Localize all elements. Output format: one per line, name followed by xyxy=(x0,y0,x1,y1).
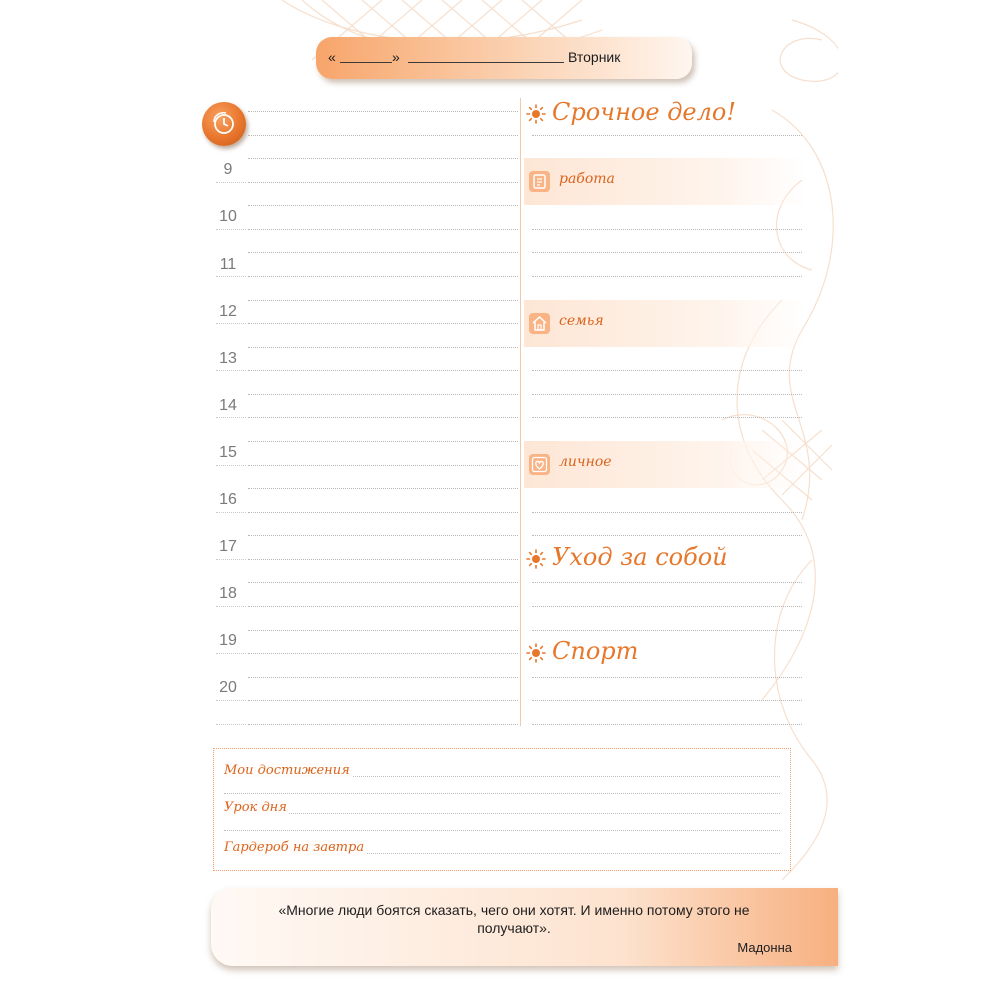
wardrobe-label: Гардероб на завтра xyxy=(224,840,365,855)
schedule-line[interactable] xyxy=(248,323,518,324)
hour-label: 13 xyxy=(219,350,237,367)
sun-icon xyxy=(526,643,546,663)
schedule-line[interactable] xyxy=(248,347,518,348)
task-line[interactable] xyxy=(532,630,802,631)
schedule-line[interactable] xyxy=(248,677,518,678)
column-divider xyxy=(520,98,521,726)
family-label: семья xyxy=(559,313,604,329)
family-band xyxy=(524,300,806,347)
hour-underline xyxy=(216,724,246,725)
note-line xyxy=(224,813,780,814)
house-icon xyxy=(529,313,550,334)
day-field[interactable] xyxy=(340,62,392,63)
schedule-line[interactable] xyxy=(248,512,518,513)
task-line[interactable] xyxy=(532,582,802,583)
hour-underline xyxy=(216,606,246,607)
task-line[interactable] xyxy=(532,252,802,253)
schedule-line[interactable] xyxy=(248,700,518,701)
sport-title: Спорт xyxy=(552,637,639,665)
hour-underline xyxy=(216,700,246,701)
hour-label: 11 xyxy=(219,256,237,273)
schedule-line[interactable] xyxy=(248,111,518,112)
task-line[interactable] xyxy=(532,135,802,136)
schedule-line[interactable] xyxy=(248,441,518,442)
schedule-line[interactable] xyxy=(248,630,518,631)
hour-underline xyxy=(216,512,246,513)
schedule-line[interactable] xyxy=(248,229,518,230)
schedule-line[interactable] xyxy=(248,582,518,583)
hour-label: 17 xyxy=(219,538,237,555)
sun-icon xyxy=(526,104,546,124)
task-line[interactable] xyxy=(532,276,802,277)
schedule-line[interactable] xyxy=(248,535,518,536)
personal-label: личное xyxy=(559,454,612,470)
clock-icon xyxy=(202,102,246,146)
task-line[interactable] xyxy=(532,535,802,536)
hour-underline xyxy=(216,465,246,466)
hour-label: 15 xyxy=(219,444,237,461)
note-line[interactable] xyxy=(224,793,780,794)
hour-label: 10 xyxy=(219,208,237,225)
schedule-line[interactable] xyxy=(248,158,518,159)
quote-text: «Многие люди боятся сказать, чего они хотят. И именно потому этого не получают». xyxy=(278,902,750,936)
schedule-line[interactable] xyxy=(248,488,518,489)
hour-label: 20 xyxy=(219,679,237,696)
task-line[interactable] xyxy=(532,606,802,607)
schedule-line[interactable] xyxy=(248,606,518,607)
hour-label: 9 xyxy=(223,161,233,178)
schedule-line[interactable] xyxy=(248,417,518,418)
schedule-line[interactable] xyxy=(248,724,518,725)
personal-band xyxy=(524,441,806,488)
hour-underline xyxy=(216,323,246,324)
hour-underline xyxy=(216,182,246,183)
hour-label: 18 xyxy=(219,585,237,602)
hour-underline xyxy=(216,276,246,277)
schedule-line[interactable] xyxy=(248,276,518,277)
lesson-label: Урок дня xyxy=(224,800,287,815)
task-line[interactable] xyxy=(532,394,802,395)
schedule-line[interactable] xyxy=(248,559,518,560)
weekday-label: Вторник xyxy=(568,49,621,65)
date-header xyxy=(316,37,692,79)
schedule-line[interactable] xyxy=(248,653,518,654)
quote-banner xyxy=(211,888,838,966)
hour-underline xyxy=(216,229,246,230)
hour-underline xyxy=(216,559,246,560)
hour-label: 14 xyxy=(219,397,237,414)
schedule-line[interactable] xyxy=(248,300,518,301)
hour-underline xyxy=(216,417,246,418)
task-line[interactable] xyxy=(532,229,802,230)
schedule-line[interactable] xyxy=(248,394,518,395)
schedule-line[interactable] xyxy=(248,252,518,253)
task-line[interactable] xyxy=(532,512,802,513)
urgent-title: Срочное дело! xyxy=(552,98,736,126)
month-field[interactable] xyxy=(408,62,564,63)
date-open-quote: « xyxy=(328,49,336,65)
quote-author: Мадонна xyxy=(737,940,792,955)
task-line[interactable] xyxy=(532,700,802,701)
hour-underline xyxy=(216,653,246,654)
date-close-quote: » xyxy=(392,49,400,65)
achievements-label: Мои достижения xyxy=(224,763,350,778)
schedule-line[interactable] xyxy=(248,205,518,206)
hour-label: 16 xyxy=(219,491,237,508)
work-label: работа xyxy=(559,171,615,187)
task-line[interactable] xyxy=(532,417,802,418)
schedule-line[interactable] xyxy=(248,135,518,136)
hour-underline xyxy=(216,370,246,371)
heart-icon xyxy=(529,454,550,475)
sun-icon xyxy=(526,549,546,569)
notepad-icon xyxy=(529,171,550,192)
task-line[interactable] xyxy=(532,724,802,725)
selfcare-title: Уход за собой xyxy=(552,543,728,571)
work-band xyxy=(524,158,806,205)
notes-box xyxy=(213,748,791,871)
schedule-line[interactable] xyxy=(248,465,518,466)
schedule-line[interactable] xyxy=(248,182,518,183)
hour-label: 19 xyxy=(219,632,237,649)
note-line[interactable] xyxy=(224,830,780,831)
schedule-line[interactable] xyxy=(248,370,518,371)
task-line[interactable] xyxy=(532,370,802,371)
hour-label: 12 xyxy=(219,303,237,320)
task-line[interactable] xyxy=(532,677,802,678)
